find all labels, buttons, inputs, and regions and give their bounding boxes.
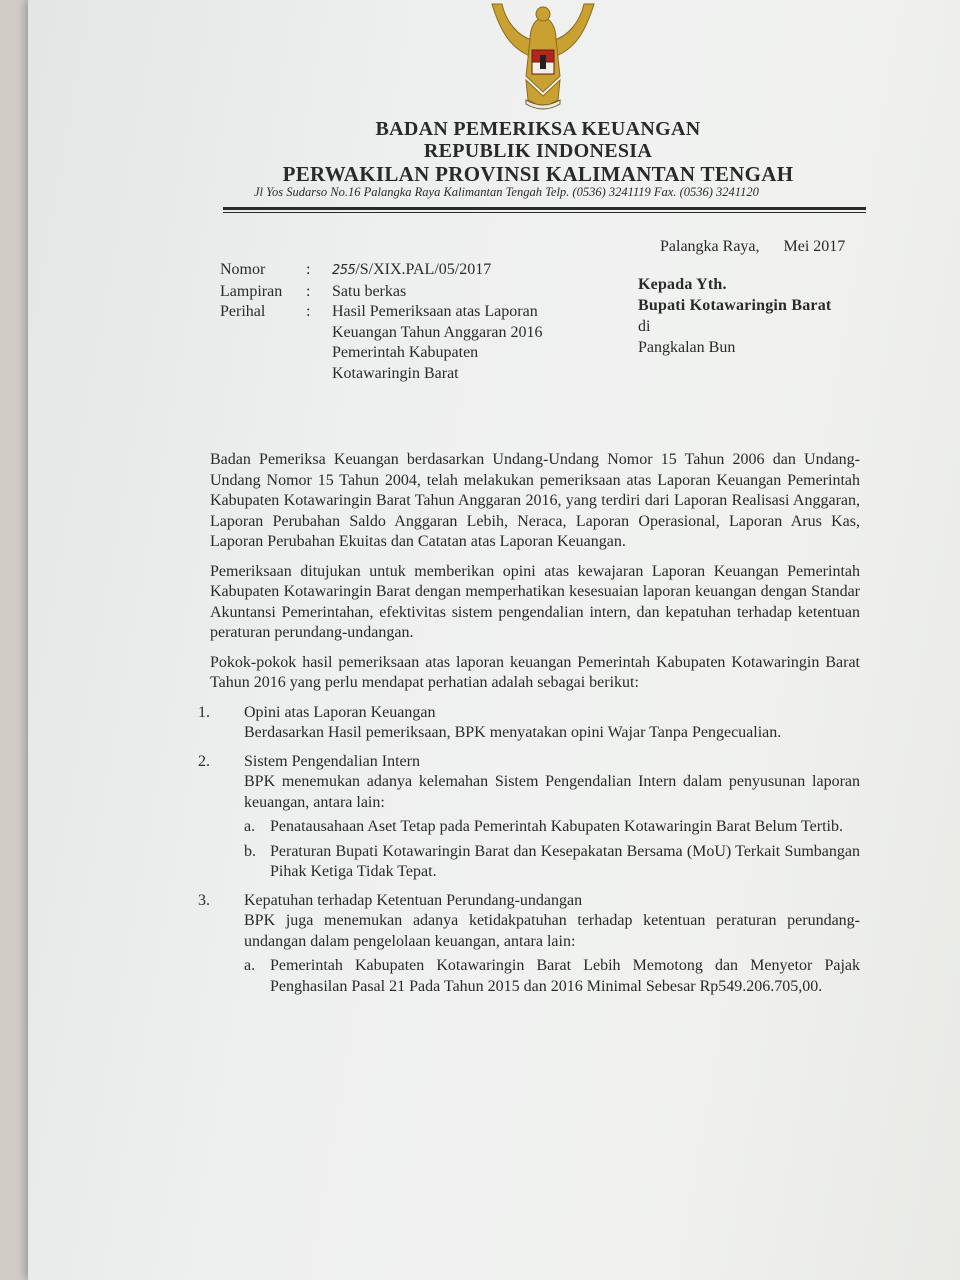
- lampiran-colon: :: [306, 282, 311, 300]
- paragraph: Pemeriksaan ditujukan untuk memberikan opini atas kewajaran Laporan Keuangan Pemerintah Kabupaten Kotawaringin Barat dengan memperhatikan kesesuaian laporan keuangan dengan Standar Akuntansi Pemerintahan, efektivitas sistem pengendalian intern, dan kepatuhan terhadap ketentuan peraturan perundang-undangan.: [210, 562, 860, 641]
- sub-item-text: Pemerintah Kabupaten Kotawaringin Barat Lebih Memotong dan Menyetor Pajak Penghasilan Pasal 21 Pada Tahun 2015 dan 2016 Minimal Sebesar Rp549.206.705,00.: [270, 957, 860, 995]
- perihal-value: Hasil Pemeriksaan atas Laporan Keuangan Tahun Anggaran 2016 Pemerintah Kabupaten Kotawaringin Barat: [332, 303, 543, 382]
- list-item: [198, 703, 860, 744]
- sub-item: [244, 842, 860, 883]
- item-number: 3.: [198, 891, 210, 909]
- lampiran-label: Lampiran: [220, 282, 283, 300]
- perihal-colon: :: [306, 303, 311, 320]
- item-number: 1.: [198, 703, 210, 721]
- item-text: BPK menemukan adanya kelemahan Sistem Pengendalian Intern dalam penyusunan laporan keuangan, antara lain:: [244, 773, 860, 811]
- item-title: Opini atas Laporan Keuangan: [244, 703, 436, 721]
- list-item: [198, 752, 860, 883]
- garuda-emblem-icon: [480, 0, 606, 112]
- sub-item-text: Penatausahaan Aset Tetap pada Pemerintah Kabupaten Kotawaringin Barat Belum Tertib.: [270, 818, 843, 835]
- letterhead-address: Jl Yos Sudarso No.16 Palangka Raya Kalimantan Tengah Telp. (0536) 3241119 Fax. (0536) 3241120: [254, 185, 759, 199]
- item-number: 2.: [198, 752, 210, 770]
- header-rule-thin: [223, 212, 866, 213]
- letter-page: [28, 0, 960, 1280]
- sub-item-letter: a.: [244, 818, 256, 835]
- letterhead-agency: BADAN PEMERIKSA KEUANGAN: [375, 118, 701, 140]
- paragraph: Pokok-pokok hasil pemeriksaan atas laporan keuangan Pemerintah Kabupaten Kotawaringin Barat Tahun 2016 yang perlu mendapat perhatian adalah sebagai berikut:: [210, 653, 860, 691]
- paragraph: Badan Pemeriksa Keuangan berdasarkan Undang-Undang Nomor 15 Tahun 2006 dan Undang-Undang Nomor 15 Tahun 2004, telah melakukan pemeriksaan atas Laporan Keuangan Pemerintah Kabupaten Kotawaringin Barat Tahun Anggaran 2016, yang terdiri dari Laporan Realisasi Anggaran, Laporan Perubahan Saldo Anggaran Lebih, Neraca, Laporan Operasional, Laporan Arus Kas, Laporan Perubahan Ekuitas dan Catatan atas Laporan Keuangan.: [210, 451, 860, 550]
- lampiran-value: Satu berkas: [332, 282, 407, 300]
- letter-meta: [220, 260, 543, 384]
- letterhead-country: REPUBLIK INDONESIA: [423, 140, 653, 162]
- perihal-label: Perihal: [220, 303, 266, 320]
- nomor-label: Nomor: [220, 261, 266, 278]
- sub-item-letter: b.: [244, 842, 256, 860]
- sub-item: [244, 956, 860, 997]
- list-item: [198, 891, 860, 998]
- recipient-name: Bupati Kotawaringin Barat: [638, 297, 832, 314]
- item-text: BPK juga menemukan adanya ketidakpatuhan terhadap ketentuan peraturan perundang-undangan dalam pengelolaan keuangan, antara lain:: [244, 912, 860, 950]
- item-title: Kepatuhan terhadap Ketentuan Perundang-undangan: [244, 891, 583, 909]
- sub-item-letter: a.: [244, 957, 256, 974]
- letter-date: Palangka Raya, Mei 2017: [660, 238, 846, 255]
- header-rule: [223, 207, 866, 210]
- recipient-place: Pangkalan Bun: [638, 339, 736, 356]
- nomor-value: 255/S/XIX.PAL/05/2017: [332, 261, 492, 278]
- recipient-di: di: [638, 318, 651, 335]
- item-title: Sistem Pengendalian Intern: [244, 752, 420, 770]
- nomor-handwritten: 255: [332, 263, 356, 278]
- letterhead-office: PERWAKILAN PROVINSI KALIMANTAN TENGAH: [282, 162, 794, 186]
- sub-item-text: Peraturan Bupati Kotawaringin Barat dan Kesepakatan Bersama (MoU) Terkait Sumbangan Pihak Ketiga Tidak Tepat.: [270, 842, 860, 880]
- nomor-colon: :: [306, 261, 311, 278]
- recipient-salutation: Kepada Yth.: [638, 276, 727, 293]
- item-text: Berdasarkan Hasil pemeriksaan, BPK menyatakan opini Wajar Tanpa Pengecualian.: [244, 724, 782, 741]
- sub-item: [244, 817, 860, 838]
- letter-body: [198, 450, 860, 1005]
- recipient-block: [638, 274, 831, 358]
